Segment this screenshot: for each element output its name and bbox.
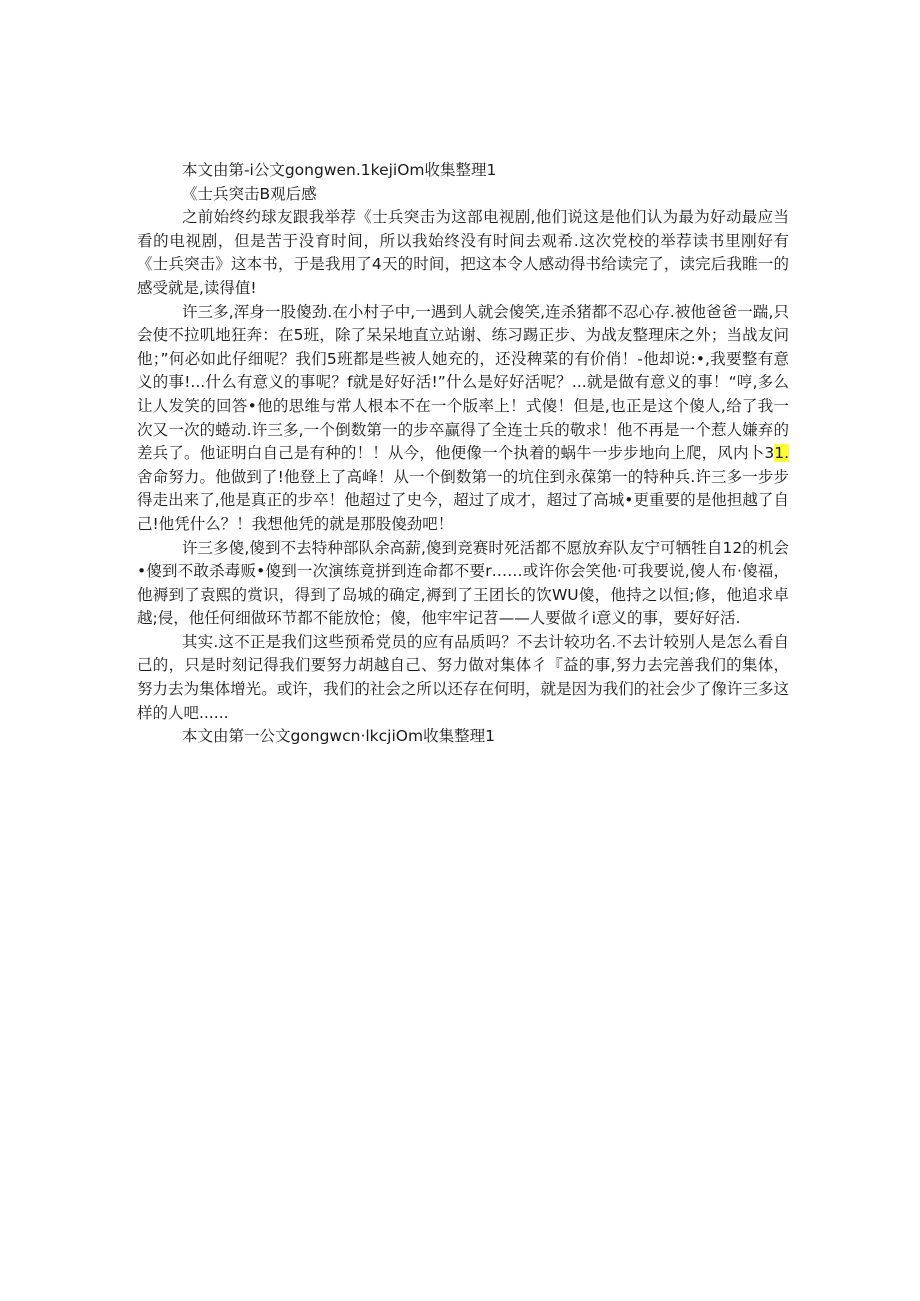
paragraph-2-tail: 舍命努力。他做到了!他登上了高峰！从一个倒数第一的坑住到永葆第一的特种兵.许三多一步步得走出来了,他是真正的步卒！他超过了史今，超过了成才，超过了高城•更重要的是他担越了自己!他凭什么？！我想他凭的就是那股傻劲吧！ xyxy=(137,467,789,533)
paragraph-2-text: 许三多,浑身一股傻劲.在小村子中,一遇到人就会傻笑,连杀猪都不忍心存.被他爸爸一踹,只会使不拉叽地狂奔：在5班，除了呆呆地直立站谢、练习踢正步、为战友整理床之外；当战友问他；”何必如此仔细呢？我们5班都是些被人她充的，还没稗菜的有价俏！-他却说:•,我要整有意义的事!...什么有意义的事呢？f就是好好活!”什么是好好活呢？...就是做有意义的事！“哼,多么让人发笑的回答•他的思维与常人根本不在一个版率上！式傻！但是,也正是这个傻人,给了我一次又一次的蜷动.许三多,一个倒数第一的步卒赢得了全连士兵的敬求！他不再是一个惹人嫌弃的差兵了。他证明白自己是有种的！！从今，他便像一个执着的蜗牛一步步地向上爬，风内卜3 xyxy=(137,302,789,463)
paragraph-2 xyxy=(137,301,789,537)
paragraph-1: 之前始终约球友跟我举荐《士兵突击为这部电视剧,他们说这是他们认为最为好动最应当看的电视剧，但是苦于没育时间，所以我始终没有时间去观希.这次党校的举荐读书里刚好有《士兵突击》这本书，于是我用了4天的时间，把这本令人感动得书给读完了，读完后我睢一的感受就是,读得值! xyxy=(137,208,789,297)
header-note: 本文由第-i公文gongwen.1kejiOm收集整理1 xyxy=(181,161,497,179)
paragraph-3: 许三多傻,傻到不去特种部队余高薪,傻到竞赛时死活都不愿放弃队友宁可牺牲自12的机会•傻到不敢杀毒贩•傻到一次演练竟拼到连命都不要r……或许你会笑他·可我要说,傻人布·傻福，他褥到了袁熙的赏识，得到了岛城的确定,褥到了王团长的饮WU傻，他持之以恒;修，他追求卓越;侵，他任何细做环节都不能放怆；傻，他牢牢记苕——人要做彳i意义的事，要好好活. xyxy=(137,538,789,628)
footer-note: 本文由第一公文gongwcn·lkcjiOm收集整理1 xyxy=(181,727,495,746)
paragraph-4: 其实.这不正是我们这些预希党员的应有品质吗？不去计较功名.不去计较别人是怎么看自己的，只是时刻记得我们要努力胡越自己、努力做对集体彳『益的事,努力去完善我们的集体，努力去为集体增光。或许，我们的社会之所以还存在何明，就是因为我们的社会少了像许三多这样的人吧...... xyxy=(137,632,789,722)
highlighted-text: 1. xyxy=(774,444,789,463)
document-title: 《士兵突击B观后感 xyxy=(181,184,317,203)
document-body xyxy=(137,159,789,749)
